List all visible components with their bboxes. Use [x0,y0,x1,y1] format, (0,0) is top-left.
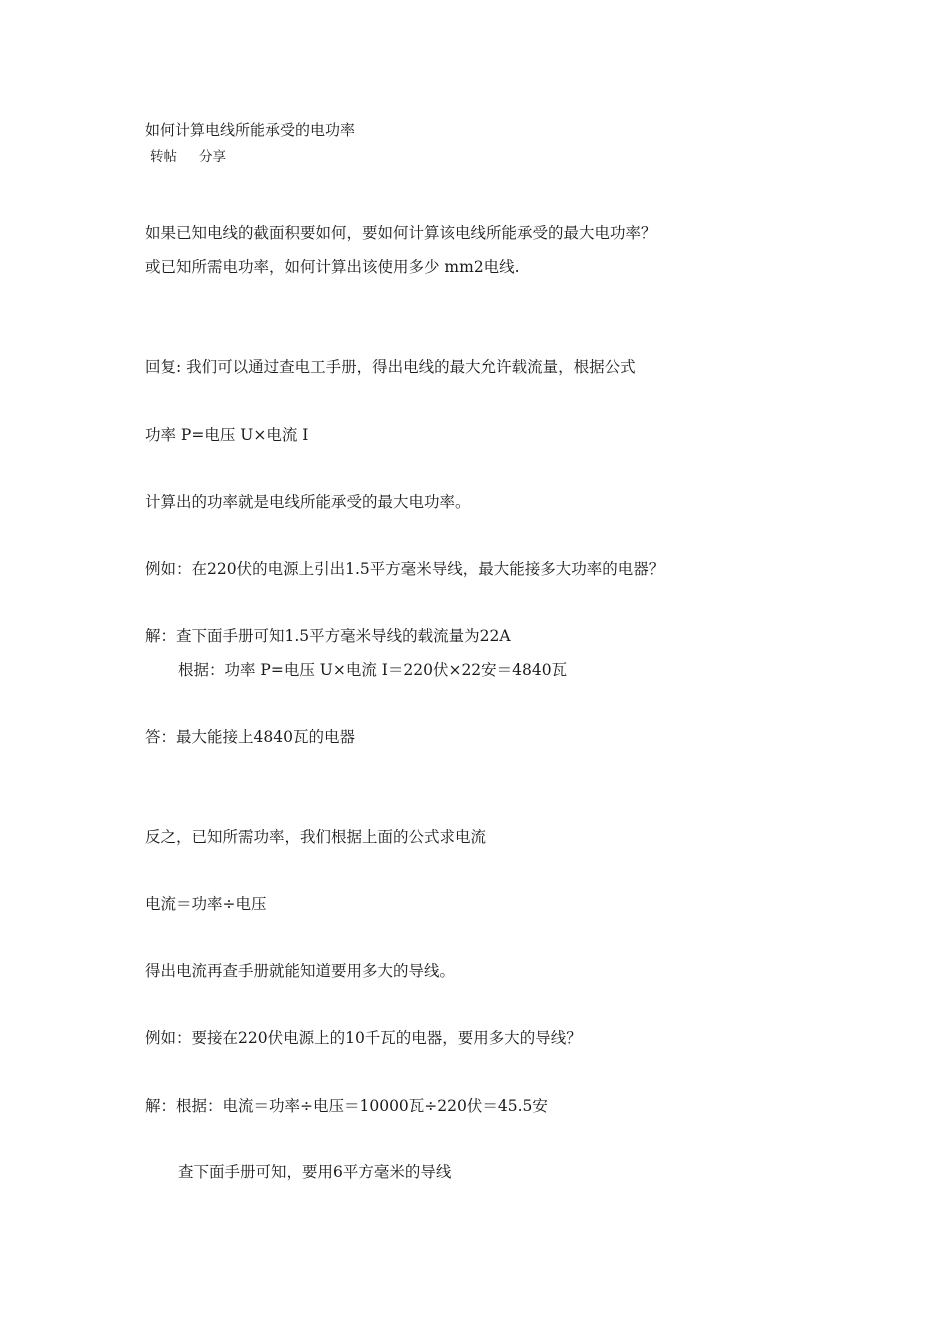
paragraph-line: 回复: 我们可以通过查电工手册，得出电线的最大允许载流量，根据公式 [145,358,636,376]
paragraph-line: 根据：功率 P=电压 U×电流 I＝220伏×22安＝4840瓦 [178,661,568,679]
paragraph-line: 得出电流再查手册就能知道要用多大的导线。 [145,962,456,980]
paragraph-line: 解：查下面手册可知1.5平方毫米导线的载流量为22A [145,627,511,645]
paragraph-line: 例如：在220伏的电源上引出1.5平方毫米导线，最大能接多大功率的电器？ [145,560,665,578]
paragraph-line: 解：根据：电流＝功率÷电压＝10000瓦÷220伏＝45.5安 [145,1097,548,1115]
formula-line: 电流＝功率÷电压 [145,895,267,913]
paragraph-line: 计算出的功率就是电线所能承受的最大电功率。 [145,493,471,511]
paragraph-line: 反之，已知所需功率，我们根据上面的公式求电流 [145,828,487,846]
formula-line: 功率 P=电压 U×电流 I [145,426,309,444]
share-link[interactable]: 分享 [199,149,226,165]
paragraph-line: 答：最大能接上4840瓦的电器 [145,728,355,746]
article-meta [150,147,226,167]
paragraph-line: 例如：要接在220伏电源上的10千瓦的电器，要用多大的导线？ [145,1029,582,1047]
paragraph-line: 如果已知电线的截面积要如何，要如何计算该电线所能承受的最大电功率？ [145,224,657,242]
paragraph-line: 或已知所需电功率，如何计算出该使用多少 mm2电线. [145,258,520,276]
paragraph-line: 查下面手册可知，要用6平方毫米的导线 [178,1163,452,1181]
article-title: 如何计算电线所能承受的电功率 [145,121,356,139]
repost-link[interactable]: 转帖 [150,149,177,165]
